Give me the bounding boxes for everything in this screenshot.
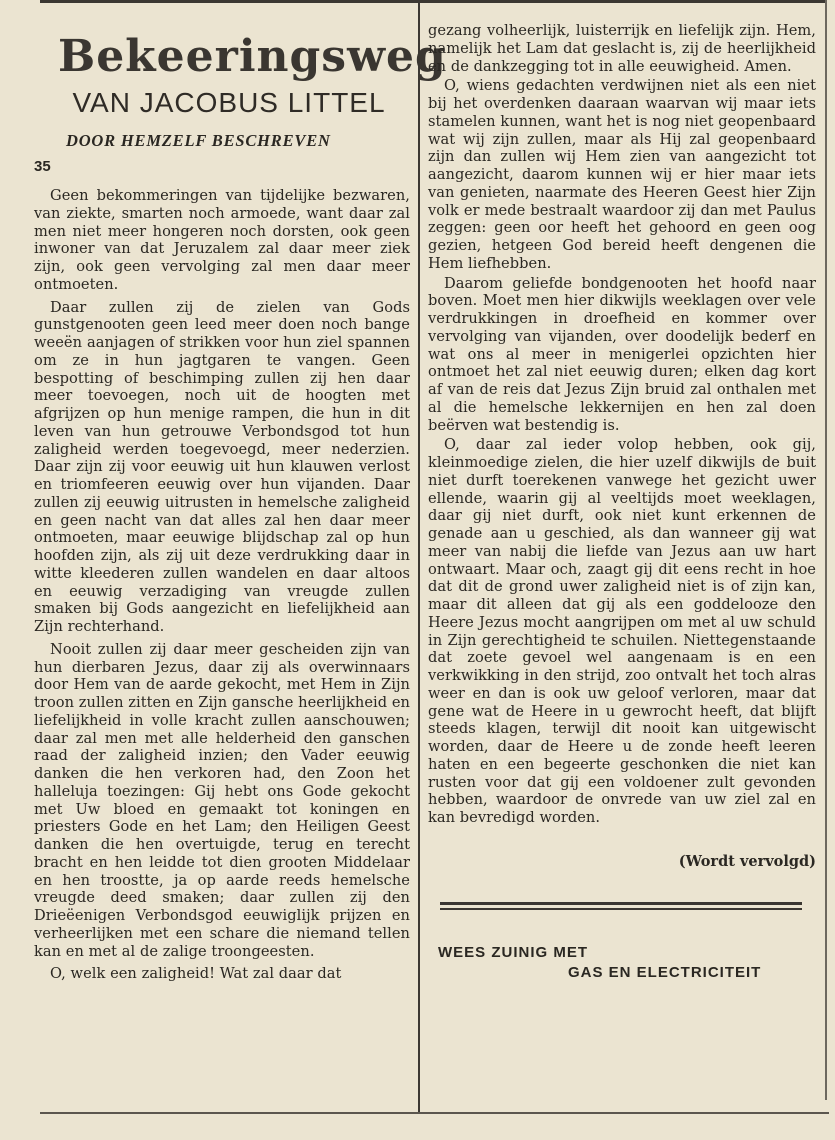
paragraph: O, welk een zaligheid! Wat zal daar dat bbox=[50, 965, 342, 983]
article-byline: VAN JACOBUS LITTEL bbox=[72, 87, 386, 118]
paragraph: Nooit zullen zij daar meer gescheiden zijn van hun dierbaren Jezus, daar zij als overwinnaars door Hem van de aarde gekocht, met Hem in Zijn troon zullen zitten en Zijn gansche heerlijkheid en liefelijkheid in volle kracht zullen aanschouwen; daar zal men met alle helderheid den ganschen raad der zaligheid inzien; den Vader eeuwig danken die hen verkoren had, den Zoon het halleluja toezingen: Gij hebt ons Gode gekocht met Uw bloed en gemaakt tot koningen en priesters Gode en het Lam; den Heiligen Geest danken die hen overtuigde, terug en terecht bracht en hen leidde tot dien grooten Middelaar en hen troostte, ja op aarde reeds hemelsche vreugde deed smaken; daar zullen zij den Drieëenigen Verbondsgod eeuwiglijk prijzen en verheerlijken met een schare die niemand tellen kan en met al de zalige troongeesten. bbox=[34, 640, 410, 960]
right-column-text bbox=[428, 22, 816, 827]
section-divider bbox=[440, 902, 802, 910]
paragraph: Daarom geliefde bondgenooten het hoofd naar boven. Moet men hier dikwijls weeklagen over vele verdrukkingen in droefheid en kommer over vervolging van vijanden, over doodelijk bederf en wat ons al meer in menigerlei opzichten hier ontmoet het zal niet eeuwig duren; elken dag kort af van de reis dat Jezus Zijn bruid zal onthalen met al die hemelsche lekkernijen en hen zal doen beërven wat bestendig is. bbox=[428, 274, 816, 434]
paragraph: Geen bekommeringen van tijdelijke bezwaren, van ziekte, smarten noch armoede, want daar zal men niet meer hongeren noch dorsten, ook geen inwoner van dat Jeruzalem zal daar meer ziek zijn, ook geen vervolging zal men daar meer ontmoeten. bbox=[34, 187, 410, 293]
continued-note: (Wordt vervolgd) bbox=[678, 852, 816, 870]
issue-number: 35 bbox=[34, 158, 51, 175]
top-rule bbox=[40, 0, 827, 3]
right-column bbox=[428, 22, 816, 988]
paragraph: O, daar zal ieder volop hebben, ook gij, kleinmoedige zielen, die hier uzelf dikwijls de buit niet durft toerekenen vanwege het gezicht uwer ellende, waarin gij al veeltijds moet weeklagen, daar gij niet durft, ook niet kunt erkennen de genade aan u geschied, als dan wanneer gij wat meer van nabij die liefde van Jezus aan uw hart ontwaart. Maar och, zaagt gij dit eens recht in hoe dat dit de grond uwer zaligheid niet is of zijn kan, maar dit alleen dat gij als een goddelooze den Heere Jezus mocht aangrijpen om met al uw schuld in Zijn gerechtigheid te schuilen. Niettegenstaande dat zoete gevoel wel aangenaam is en een verkwikking in den strijd, zoo ontvalt het toch alras weer en dan is ook uw geloof verloren, maar dat gene wat de Heere in u gewrocht heeft, dat blijft steeds klagen, terwijl dit nooit kan uitgewischt worden, daar de Heere u de zonde heeft leeren haten en een begeerte geschonken die niet kan rusten voor dat gij een voldoener zult gevonden hebben, waardoor de onvrede van uw ziel zal en kan bevredigd worden. bbox=[428, 436, 816, 826]
advertisement bbox=[428, 944, 816, 988]
left-column-text bbox=[34, 187, 410, 983]
bottom-rule bbox=[40, 1112, 829, 1114]
divider-line bbox=[440, 908, 802, 910]
ad-line-2: GAS EN ELECTRICITEIT bbox=[568, 963, 762, 981]
right-edge-rule bbox=[825, 0, 827, 1100]
column-divider bbox=[418, 0, 420, 1112]
paragraph: O, wiens gedachten verdwijnen niet als een niet bij het overdenken daaraan waarvan wij maar iets stamelen kunnen, want het is nog niet geopenbaard wat wij zijn zullen, maar als Hij zal geopenbaard zijn dan zullen wij Hem zien van aangezicht tot aangezicht, daarom kunnen wij er hier maar iets van genieten, naarmate des Heeren Geest hier Zijn volk er mede bestraalt waardoor zij dan met Paulus zeggen: geen oor heeft het gehoord en geen oog gezien, hetgeen God bereid heeft dengenen die Hem liefhebben. bbox=[428, 77, 816, 272]
left-column bbox=[34, 28, 447, 983]
divider-line bbox=[440, 902, 802, 905]
article-subtitle: DOOR HEMZELF BESCHREVEN bbox=[66, 131, 331, 150]
paragraph: gezang volheerlijk, luisterrijk en liefelijk zijn. Hem, namelijk het Lam dat geslacht is, zij de heerlijkheid en de dankzegging tot in alle eeuwigheid. Amen. bbox=[428, 22, 816, 75]
article-title: Bekeeringsweg bbox=[58, 31, 447, 82]
paragraph: Daar zullen zij de zielen van Gods gunstgenooten geen leed meer doen noch bange weeën aanjagen of strikken voor hun ziel spannen om ze in hun jagtgaren te vangen. Geen bespotting of beschimping zullen zij hen daar meer toevoegen, noch uit de hoogten met afgrijzen op hun menige rampen, die hun in dit leven van hun getrouwe Verbondsgod tot hun zaligheid werden toegevoegd, meer nederzien. Daar zijn zij voor eeuwig uit hun klauwen verlost en triomfeeren eeuwig over hun vijanden. Daar zullen zij eeuwig uitrusten in hemelsche zaligheid en geen nacht van dat alles zal hen daar meer ontmoeten, maar eeuwige blijdschap zal op hun hoofden zijn, als zij uit deze verdrukking daar in witte kleederen zullen wandelen en daar altoos en eeuwig verzadiging van vreugde zullen smaken bij Gods aangezicht en liefelijkheid aan Zijn rechterhand. bbox=[34, 298, 410, 635]
ad-line-1: WEES ZUINIG MET bbox=[438, 943, 588, 961]
